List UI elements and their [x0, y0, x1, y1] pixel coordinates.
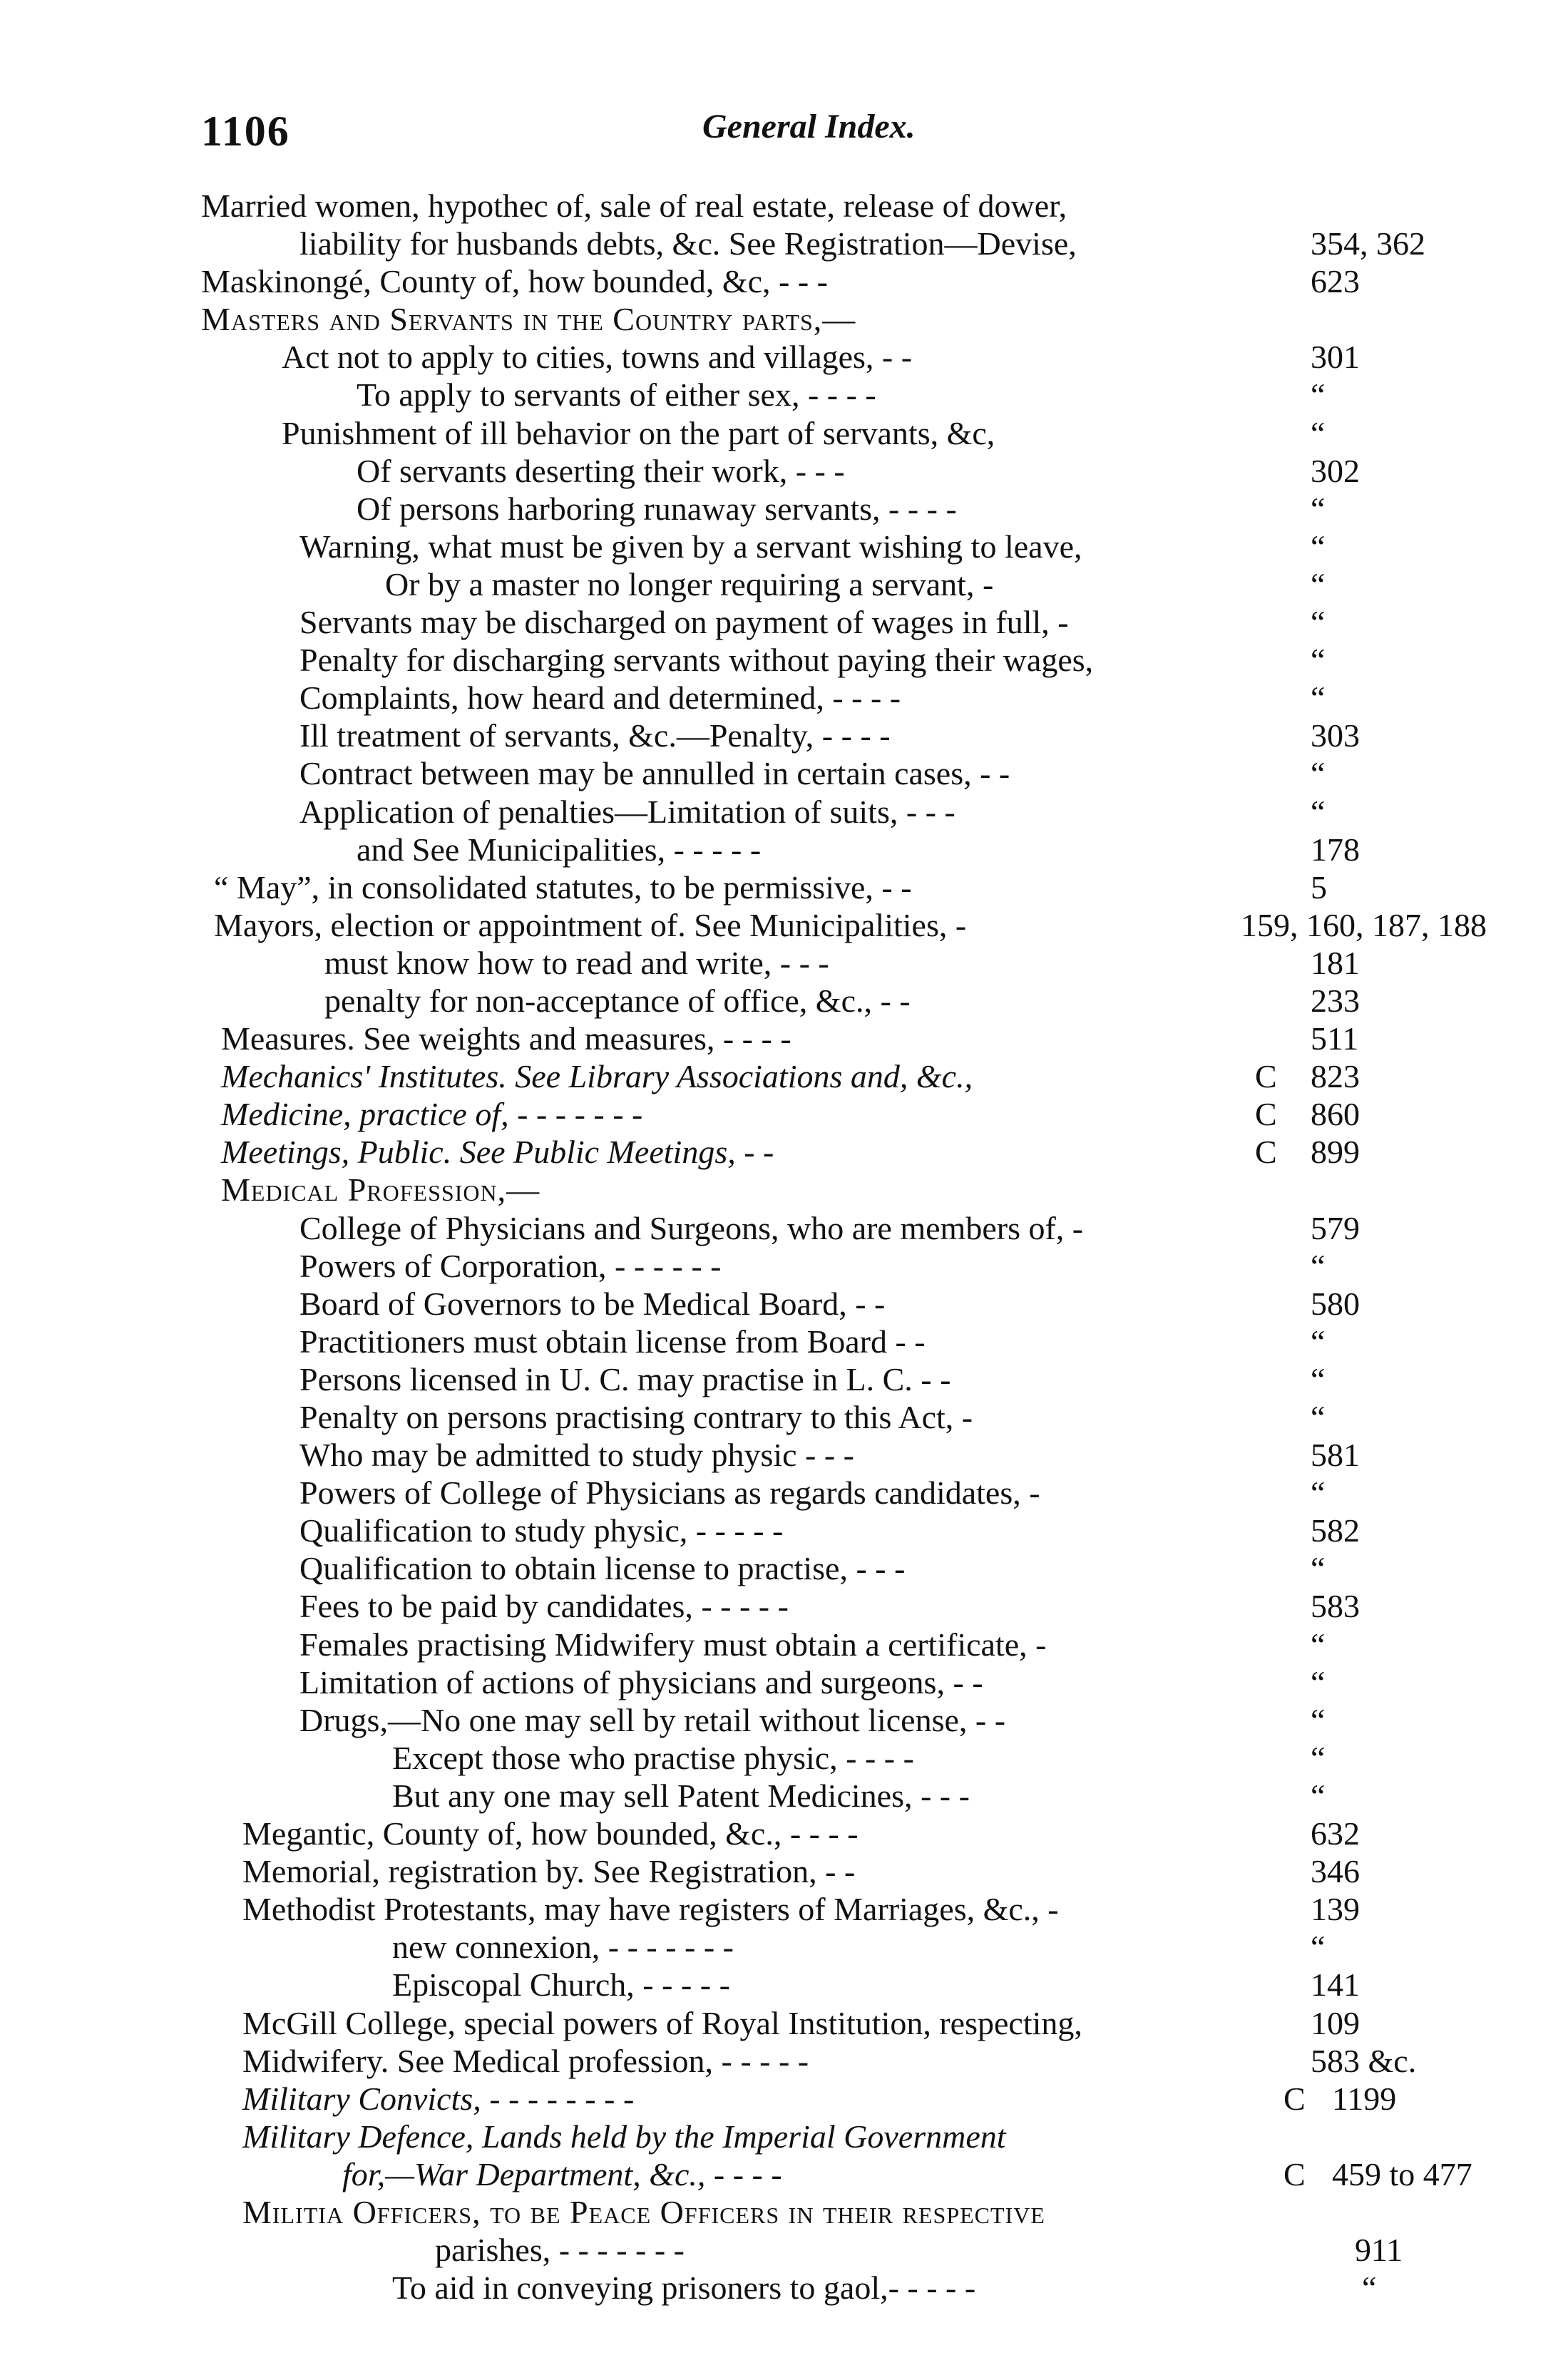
entry-text: Memorial, registration by. See Registration, - -	[242, 1853, 856, 1890]
index-entry	[0, 452, 1568, 490]
entry-ref: 301	[1311, 339, 1360, 376]
entry-ref: “	[1311, 1777, 1326, 1814]
entry-column: C	[1283, 2155, 1306, 2192]
entry-ref: 233	[1311, 982, 1360, 1019]
entry-ref: 159, 160, 187, 188	[1241, 906, 1487, 943]
entry-ref: “	[1311, 528, 1326, 565]
entry-ref: “	[1311, 1474, 1326, 1512]
index-entry	[0, 1436, 1568, 1474]
entry-heading: Militia Officers, to be Peace Officers in their respective	[242, 2193, 1045, 2230]
entry-ref: “	[1311, 642, 1326, 679]
entry-text: McGill College, special powers of Royal Institution, respecting,	[242, 2004, 1082, 2041]
entry-ref: 623	[1311, 263, 1360, 300]
entry-heading: Medical Profession,—	[221, 1171, 540, 1209]
index-entry	[0, 2042, 1568, 2080]
entry-text: Or by a master no longer requiring a servant, -	[385, 565, 994, 602]
entry-ref: 141	[1311, 1966, 1360, 2004]
entry-text: Megantic, County of, how bounded, &c., - - - -	[242, 1815, 859, 1852]
entry-ref: 579	[1311, 1209, 1360, 1246]
index-entry	[0, 187, 1568, 225]
entry-text: To apply to servants of either sex, - - - -	[357, 376, 876, 414]
entry-text: Powers of College of Physicians as regards candidates, -	[299, 1474, 1040, 1512]
entry-ref: “	[1311, 1399, 1326, 1435]
index-entry	[0, 944, 1568, 982]
entry-ref: 583 &c.	[1311, 2042, 1417, 2079]
index-entry	[0, 1663, 1568, 1701]
entry-ref: 581	[1311, 1437, 1360, 1474]
entry-ref: “	[1311, 1663, 1326, 1701]
entry-ref: “	[1311, 414, 1326, 451]
entry-text: Penalty on persons practising contrary to this Act, -	[299, 1399, 973, 1435]
index-entry	[0, 528, 1568, 565]
entry-column: C	[1255, 1096, 1277, 1133]
entry-text: must know how to read and write, - - -	[324, 944, 829, 981]
entry-text: Punishment of ill behavior on the part of servants, &c,	[282, 414, 995, 451]
entry-ref: 303	[1311, 717, 1360, 754]
entry-ref: “	[1311, 376, 1326, 414]
entry-ref: “	[1311, 565, 1326, 602]
entry-ref: “	[1311, 1360, 1326, 1397]
index-entry	[0, 1890, 1568, 1928]
entry-text: Midwifery. See Medical profession, - - - - -	[242, 2042, 809, 2079]
entry-ref: 178	[1311, 831, 1360, 868]
index-entries	[0, 187, 1568, 2307]
entry-ref: “	[1311, 1626, 1326, 1663]
running-head: General Index.	[702, 108, 916, 145]
entry-text: Married women, hypothec of, sale of real estate, release of dower,	[201, 188, 1067, 224]
entry-ref: “	[1311, 755, 1326, 792]
entry-text: Maskinongé, County of, how bounded, &c, - - -	[201, 263, 828, 300]
index-entry	[0, 1701, 1568, 1739]
index-entry	[0, 1323, 1568, 1360]
entry-ref: 580	[1311, 1285, 1360, 1322]
entry-text: Ill treatment of servants, &c.—Penalty, - - - -	[299, 717, 891, 754]
entry-ref: 181	[1311, 944, 1360, 981]
entry-text: penalty for non-acceptance of office, &c., - -	[324, 982, 911, 1019]
entry-text: Episcopal Church, - - - - -	[392, 1966, 730, 2004]
entry-text: for,—War Department, &c., - - - -	[342, 2155, 782, 2192]
entry-ref: “	[1311, 490, 1326, 527]
entry-ref: 632	[1311, 1815, 1360, 1852]
entry-text: Drugs,—No one may sell by retail without license, - -	[299, 1701, 1006, 1738]
index-entry	[0, 1360, 1568, 1398]
index-entry	[0, 376, 1568, 414]
index-entry	[0, 1587, 1568, 1625]
entry-text: new connexion, - - - - - - -	[392, 1929, 734, 1966]
entry-ref: 899	[1311, 1134, 1360, 1171]
index-entry	[0, 225, 1568, 262]
entry-ref: 860	[1311, 1096, 1360, 1133]
index-entry	[0, 300, 1568, 338]
entry-text: “ May”, in consolidated statutes, to be permissive, - -	[214, 868, 912, 906]
index-entry	[0, 1171, 1568, 1209]
entry-ref: “	[1311, 1739, 1326, 1776]
entry-text: Practitioners must obtain license from Board - -	[299, 1323, 926, 1360]
entry-column: C	[1283, 2080, 1306, 2117]
index-entry	[0, 414, 1568, 452]
index-entry	[0, 1095, 1568, 1133]
entry-ref: “	[1311, 1247, 1326, 1284]
entry-ref: 911	[1355, 2232, 1403, 2269]
entry-column: C	[1255, 1058, 1277, 1095]
entry-text: Act not to apply to cities, towns and villages, - -	[282, 339, 913, 376]
entry-text: Measures. See weights and measures, - - - -	[221, 1020, 791, 1057]
entry-ref: 582	[1311, 1512, 1360, 1549]
index-entry	[0, 2118, 1568, 2155]
index-entry	[0, 2004, 1568, 2042]
index-entry	[0, 262, 1568, 300]
entry-text: To aid in conveying prisoners to gaol,- - - - -	[392, 2269, 976, 2307]
page-number: 1106	[201, 108, 290, 155]
entry-ref: “	[1362, 2269, 1377, 2307]
entry-ref: “	[1311, 604, 1326, 641]
entry-text: liability for husbands debts, &c. See Registration—Devise,	[299, 225, 1077, 262]
index-entry	[0, 490, 1568, 528]
entry-text: Limitation of actions of physicians and surgeons, - -	[299, 1663, 983, 1701]
entry-text: Warning, what must be given by a servant wishing to leave,	[299, 528, 1082, 565]
entry-text: Qualification to study physic, - - - - -	[299, 1512, 784, 1549]
index-entry	[0, 2080, 1568, 2118]
index-entry	[0, 641, 1568, 679]
entry-text: Powers of Corporation, - - - - - -	[299, 1247, 722, 1284]
entry-ref: “	[1311, 1701, 1326, 1738]
index-entry	[0, 2193, 1568, 2231]
index-entry	[0, 1285, 1568, 1323]
index-entry	[0, 1057, 1568, 1095]
entry-text: Military Convicts, - - - - - - - -	[242, 2080, 635, 2117]
index-entry	[0, 2231, 1568, 2269]
index-entry	[0, 754, 1568, 792]
index-entry	[0, 1209, 1568, 1247]
index-entry	[0, 603, 1568, 641]
entry-text: Complaints, how heard and determined, - - - -	[299, 679, 901, 717]
entry-ref: “	[1311, 1550, 1326, 1587]
index-entry	[0, 2269, 1568, 2307]
entry-ref: 511	[1311, 1020, 1359, 1057]
page-header	[0, 107, 1568, 164]
index-entry	[0, 1626, 1568, 1663]
index-entry	[0, 679, 1568, 717]
entry-text: Except those who practise physic, - - - -	[392, 1739, 914, 1776]
entry-text: Board of Governors to be Medical Board, - -	[299, 1285, 886, 1322]
entry-text: College of Physicians and Surgeons, who are members of, -	[299, 1209, 1084, 1246]
entry-text: and See Municipalities, - - - - -	[357, 831, 762, 868]
index-entry	[0, 1815, 1568, 1852]
entry-ref: 823	[1311, 1058, 1360, 1095]
entry-text: Contract between may be annulled in certain cases, - -	[299, 755, 1010, 792]
index-entry	[0, 1512, 1568, 1549]
entry-ref: 583	[1311, 1588, 1360, 1625]
index-entry	[0, 717, 1568, 754]
entry-ref: “	[1311, 679, 1326, 717]
entry-ref: “	[1311, 1323, 1326, 1360]
index-entry	[0, 1398, 1568, 1436]
index-entry	[0, 565, 1568, 603]
entry-text: Medicine, practice of, - - - - - - -	[221, 1096, 643, 1133]
index-entry	[0, 1549, 1568, 1587]
entry-ref: 346	[1311, 1853, 1360, 1890]
entry-text: Females practising Midwifery must obtain a certificate, -	[299, 1626, 1047, 1663]
entry-text: Mechanics' Institutes. See Library Associations and, &c.,	[221, 1058, 973, 1095]
index-entry	[0, 1852, 1568, 1890]
entry-ref: 302	[1311, 452, 1360, 489]
entry-text: But any one may sell Patent Medicines, - - -	[392, 1777, 970, 1814]
index-entry	[0, 831, 1568, 868]
entry-text: Mayors, election or appointment of. See Municipalities, -	[214, 906, 967, 943]
entry-ref: “	[1311, 793, 1326, 830]
index-entry	[0, 1020, 1568, 1057]
entry-text: Of persons harboring runaway servants, - - - -	[357, 490, 957, 527]
index-entry	[0, 2155, 1568, 2193]
entry-text: Fees to be paid by candidates, - - - - -	[299, 1588, 789, 1625]
index-entry	[0, 982, 1568, 1020]
entry-ref: 459 to 477	[1332, 2155, 1472, 2192]
entry-text: Of servants deserting their work, - - -	[357, 452, 845, 489]
entry-ref: 109	[1311, 2004, 1360, 2041]
index-entry	[0, 1928, 1568, 1966]
entry-ref: “	[1311, 1929, 1326, 1966]
entry-text: Persons licensed in U. C. may practise in L. C. - -	[299, 1360, 951, 1397]
entry-ref: 139	[1311, 1891, 1360, 1928]
index-entry	[0, 338, 1568, 376]
entry-text: Servants may be discharged on payment of wages in full, -	[299, 604, 1069, 641]
entry-column: C	[1255, 1134, 1277, 1171]
entry-text: parishes, - - - - - - -	[435, 2232, 685, 2269]
index-entry	[0, 868, 1568, 906]
entry-text: Penalty for discharging servants without paying their wages,	[299, 642, 1094, 679]
entry-text: Military Defence, Lands held by the Imperial Government	[242, 2118, 1006, 2155]
index-entry	[0, 1966, 1568, 2004]
entry-text: Meetings, Public. See Public Meetings, - -	[221, 1134, 774, 1171]
entry-text: Methodist Protestants, may have registers of Marriages, &c., -	[242, 1891, 1059, 1928]
index-entry	[0, 793, 1568, 831]
index-entry	[0, 1474, 1568, 1512]
index-entry	[0, 906, 1568, 944]
entry-heading: Masters and Servants in the Country parts,—	[201, 301, 856, 338]
index-entry	[0, 1133, 1568, 1171]
index-entry	[0, 1739, 1568, 1777]
entry-text: Who may be admitted to study physic - - -	[299, 1437, 855, 1474]
index-entry	[0, 1247, 1568, 1285]
entry-text: Qualification to obtain license to practise, - - -	[299, 1550, 906, 1587]
entry-text: Application of penalties—Limitation of suits, - - -	[299, 793, 955, 830]
entry-ref: 5	[1311, 868, 1327, 906]
index-entry	[0, 1777, 1568, 1815]
entry-ref: 1199	[1332, 2080, 1397, 2117]
entry-ref: 354, 362	[1311, 225, 1425, 262]
